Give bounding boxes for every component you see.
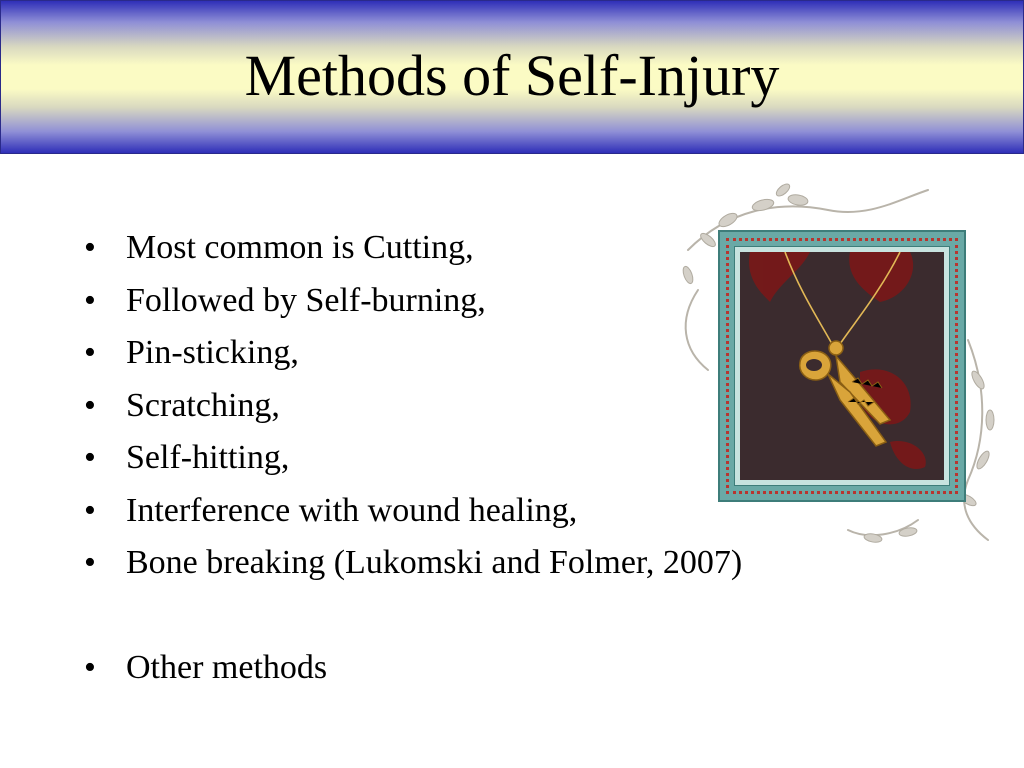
bullet-item — [84, 432, 742, 485]
bullet-item — [84, 485, 742, 538]
bullet-glyph: • — [84, 649, 96, 686]
bullet-text: Most common is Cutting, — [126, 229, 474, 266]
picture-frame — [718, 230, 966, 502]
bullet-item — [84, 642, 742, 695]
bullet-item — [84, 327, 742, 380]
bullet-item — [84, 222, 742, 275]
bullet-text: Bone breaking (Lukomski and Folmer, 2007) — [126, 544, 743, 581]
bullet-text: Self-hitting, — [126, 439, 290, 476]
bullet-item — [84, 380, 742, 433]
bullet-glyph: • — [84, 386, 96, 424]
bullet-glyph: • — [84, 439, 96, 476]
bullet-glyph: • — [84, 491, 96, 529]
bullet-list — [84, 222, 742, 695]
bullet-item — [84, 275, 742, 328]
bullet-glyph: • — [84, 544, 96, 581]
bullet-text: Interference with wound healing, — [126, 491, 578, 529]
bullet-spacer — [84, 590, 742, 643]
bullet-text: Scratching, — [126, 386, 280, 424]
bullet-text: Other methods — [126, 649, 328, 686]
bullet-item — [84, 537, 742, 590]
bullet-text: Pin-sticking, — [126, 334, 299, 371]
scissors-pendant-icon — [740, 252, 944, 480]
bullet-glyph: • — [84, 281, 96, 319]
scissors-pendant-photo — [740, 252, 944, 480]
bullet-text: Followed by Self-burning, — [126, 281, 486, 319]
bullet-glyph: • — [84, 334, 96, 371]
slide-title: Methods of Self-Injury — [244, 43, 780, 108]
title-bar — [0, 0, 1024, 154]
bullet-glyph: • — [84, 229, 96, 266]
